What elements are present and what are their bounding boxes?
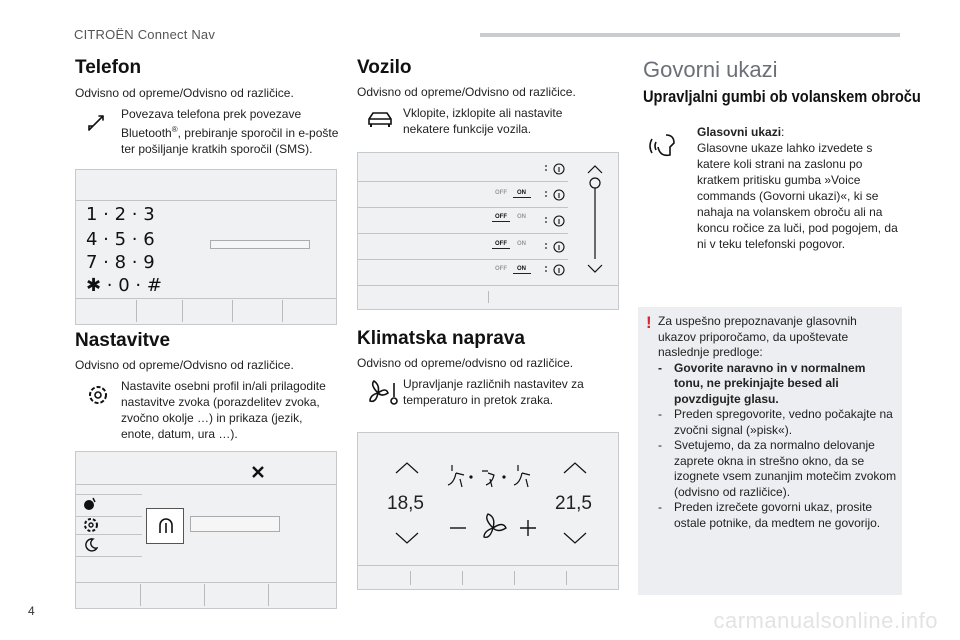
tip-item: - Preden spregovorite, vedno počakajte na zvočni signal (»pisk«). xyxy=(656,407,898,438)
govorni-description: Glasovni ukazi: Glasovne ukaze lahko izvedete s katere koli strani na zaslonu po kratkem pritisku gumba »Voice commands (Govorni ukazi)«, ki se nahaja na volanskem obroču ali na koncu ročice za luči, pod pogojem, da ni v teku telefonski pogovor. xyxy=(697,125,898,251)
klimatska-lead: Odvisno od opreme/odvisno od različice. xyxy=(357,356,574,370)
fan-speed-controls xyxy=(446,511,540,545)
warning-mark: ! xyxy=(646,313,652,332)
footer-watermark: carmanualsonline.info xyxy=(713,608,938,633)
klimatska-heading: Klimatska naprava xyxy=(357,328,525,349)
toggle-1: OFF ON xyxy=(495,190,526,196)
temp-left-value: 18,5 xyxy=(387,493,424,514)
voice-command-icon xyxy=(648,131,680,161)
toggle-3: OFF ON xyxy=(495,241,526,247)
phone-number-field xyxy=(210,240,310,249)
toggle-4: OFF ON xyxy=(495,266,526,272)
close-x-icon xyxy=(252,466,264,478)
keypad-row-3: 7 · 8 · 9 xyxy=(86,252,155,273)
phone-handset-icon xyxy=(85,112,107,134)
telefon-lead: Odvisno od opreme/Odvisno od različice. xyxy=(75,86,294,100)
tip-text xyxy=(650,314,898,531)
tip-item: - Govorite naravno in v normalnem tonu, ne prekinjajte besed ali povzdigujte glasu. xyxy=(656,361,898,408)
toggle-2: OFF ON xyxy=(495,214,526,220)
telefon-description: Povezava telefona prek povezave Bluetooth®, prebiranje sporočil in e-pošte ter pošiljanje kratkih sporočil (SMS). xyxy=(121,107,339,156)
vozilo-lead: Odvisno od opreme/Odvisno od različice. xyxy=(357,85,576,99)
vozilo-description: Vklopite, izklopite ali nastavite nekatere funkcije vozila. xyxy=(403,106,563,136)
govorni-subheading: Upravljalni gumbi ob volanskem obroču xyxy=(643,87,921,106)
temp-left-down-arrow xyxy=(394,531,420,545)
tip-item: - Preden izrečete govorni ukaz, prosite ostale potnike, da medtem ne govorijo. xyxy=(656,500,898,531)
page-header-title: CITROËN Connect Nav xyxy=(74,27,216,42)
keypad-row-4: ✱ · 0 · # xyxy=(86,275,162,296)
profile-button xyxy=(146,508,184,544)
telefon-heading: Telefon xyxy=(75,57,142,78)
nastavitve-heading: Nastavitve xyxy=(75,330,171,351)
nastavitve-screen-illustration xyxy=(75,451,337,609)
gear-small-icon xyxy=(82,516,100,534)
nastavitve-lead: Odvisno od opreme/Odvisno od različice. xyxy=(75,358,294,372)
klimatska-description: Upravljanje različnih nastavitev za temperaturo in pretok zraka. xyxy=(403,377,584,407)
nastavitve-description: Nastavite osebni profil in/ali prilagodite nastavitve zvoka (porazdelitev zvoka, zvočno okolje …) in prikaza (jezik, enote, datum, ura …). xyxy=(121,379,326,441)
vozilo-heading: Vozilo xyxy=(357,57,412,78)
vozilo-screen-illustration xyxy=(357,152,619,310)
car-icon xyxy=(366,108,394,130)
profile-name-field xyxy=(190,516,280,532)
temp-right-value: 21,5 xyxy=(555,493,592,514)
page-number: 4 xyxy=(28,604,35,618)
header-divider xyxy=(480,33,900,37)
keypad-row-2: 4 · 5 · 6 xyxy=(86,229,155,250)
temp-right-up-arrow xyxy=(562,461,588,475)
temp-right-down-arrow xyxy=(562,531,588,545)
tip-intro: Za uspešno prepoznavanje glasovnih ukazov priporočamo, da upoštevate naslednje predloge: xyxy=(658,314,857,359)
fan-thermometer-icon xyxy=(366,379,400,407)
info-icons-column xyxy=(541,160,567,280)
govorni-heading: Govorni ukazi xyxy=(643,57,778,82)
audio-profile-icon xyxy=(82,496,98,512)
air-distribution-icons xyxy=(446,461,540,489)
scroll-bar-illustration xyxy=(580,161,610,275)
temp-left-up-arrow xyxy=(394,461,420,475)
tip-item: - Svetujemo, da za normalno delovanje zaprete okna in strešno okno, da se izognete vsem zunanjim motečim zvokom (odvisno od različice). xyxy=(656,438,898,500)
keypad-row-1: 1 · 2 · 3 xyxy=(86,204,155,225)
moon-icon xyxy=(84,538,98,552)
settings-gear-icon xyxy=(86,383,110,407)
